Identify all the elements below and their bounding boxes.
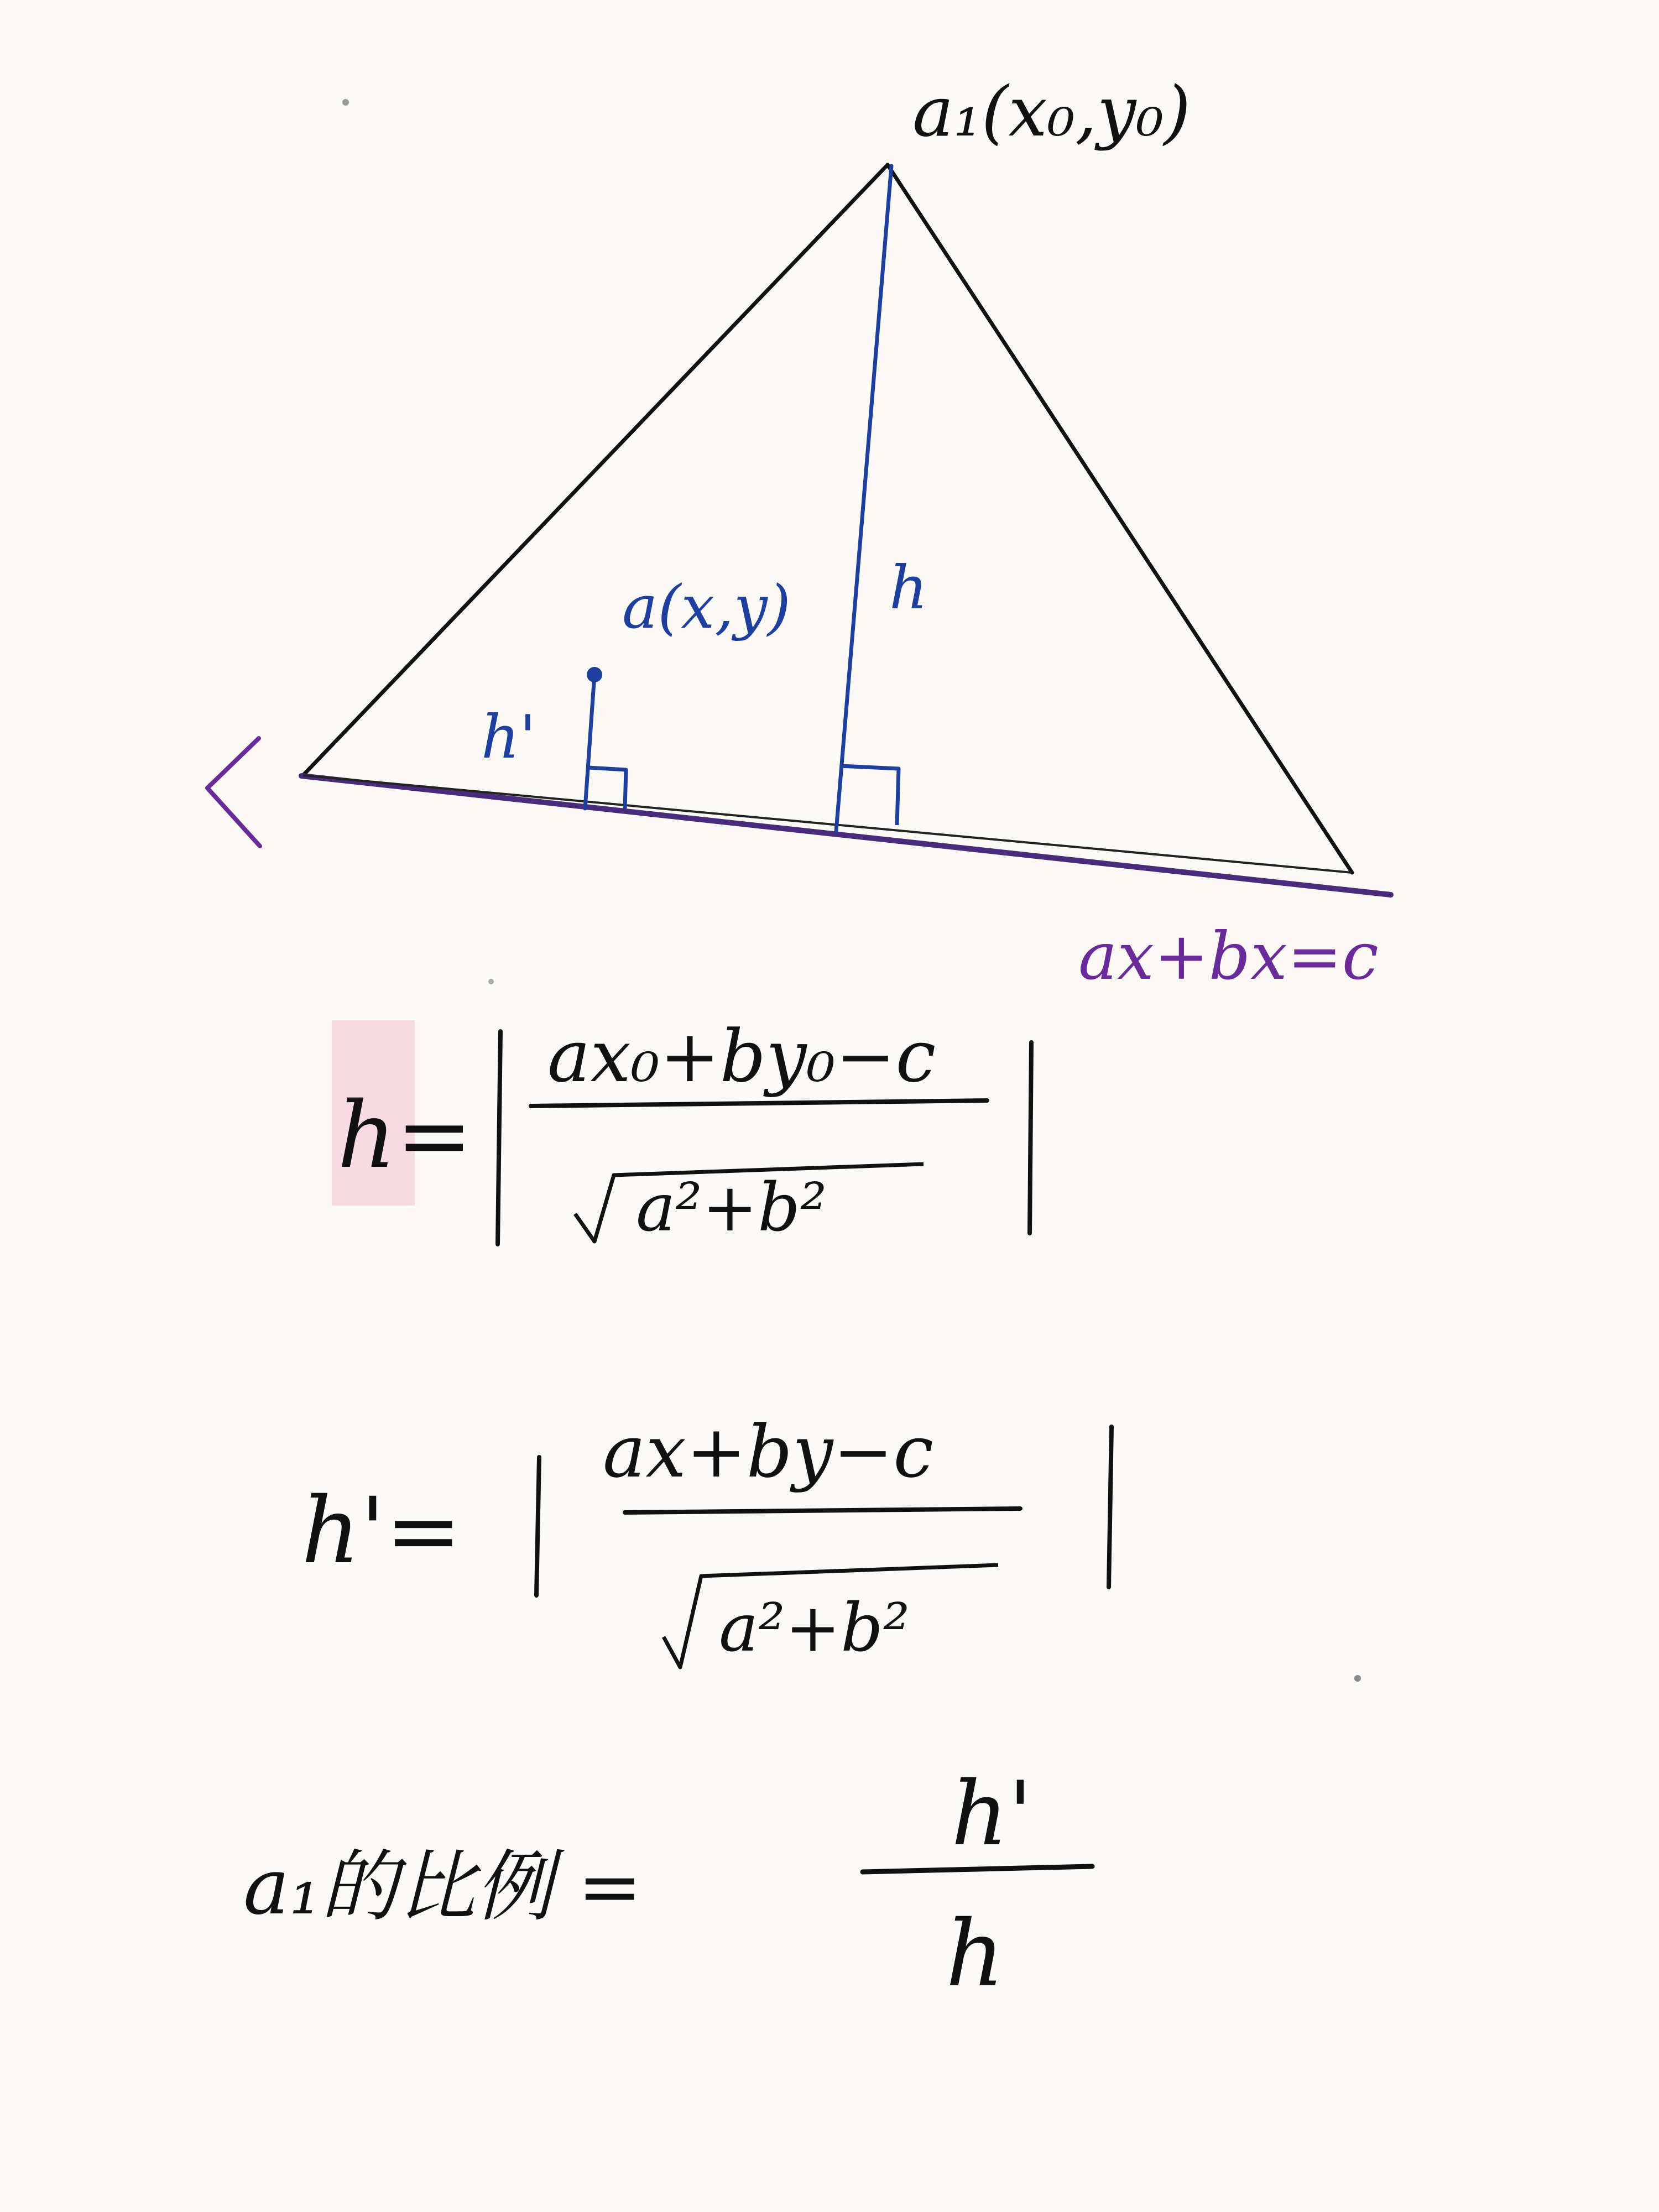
right-angle-icon: [841, 766, 899, 825]
formula-ratio: [243, 1762, 1092, 2007]
fraction-bar: [863, 1866, 1092, 1872]
abs-bar-right: [1030, 1042, 1031, 1233]
paper-speck: [488, 979, 494, 984]
formula-h: [332, 1014, 1031, 1246]
formula-h-prime-numerator: ax+by−c: [603, 1410, 934, 1494]
formula-h-prime: [301, 1410, 1112, 1667]
fraction-bar: [625, 1509, 1020, 1512]
formula-ratio-denominator: h: [946, 1901, 1005, 2007]
triangle-right-side: [888, 165, 1352, 873]
apex-label: a₁(x₀,y₀): [912, 72, 1191, 152]
abs-bar-left: [498, 1031, 500, 1244]
formula-ratio-numerator: h': [951, 1762, 1033, 1865]
triangle: [303, 165, 1352, 873]
line-equation-label: ax+bx=c: [1078, 918, 1379, 994]
h-prime-label: h': [481, 703, 536, 772]
height-h: [836, 166, 899, 831]
base-line: [207, 738, 1391, 895]
formula-h-prime-lhs: h'=: [301, 1478, 462, 1584]
small-altitude-line: [585, 675, 594, 808]
abs-bar-left: [536, 1457, 539, 1595]
abs-bar-right: [1109, 1427, 1112, 1587]
formula-h-lhs: h=: [337, 1082, 473, 1188]
triangle-base-side: [303, 775, 1352, 873]
paper-speck: [342, 99, 349, 106]
altitude-line: [836, 166, 891, 831]
formula-h-numerator: ax₀+by₀−c: [547, 1014, 936, 1098]
formula-ratio-lhs: a₁的比例 =: [243, 1842, 643, 1932]
formula-h-prime-denominator: a²+b²: [719, 1590, 910, 1667]
inner-point-label: a(x,y): [622, 573, 791, 642]
height-h-prime: [585, 667, 626, 808]
fraction-bar: [531, 1100, 987, 1106]
base-line-segment: [301, 776, 1391, 895]
left-arrow-icon: [207, 738, 260, 846]
h-label: h: [889, 554, 928, 623]
formula-h-denominator: a²+b²: [636, 1170, 827, 1246]
paper-speck: [1354, 1675, 1361, 1682]
